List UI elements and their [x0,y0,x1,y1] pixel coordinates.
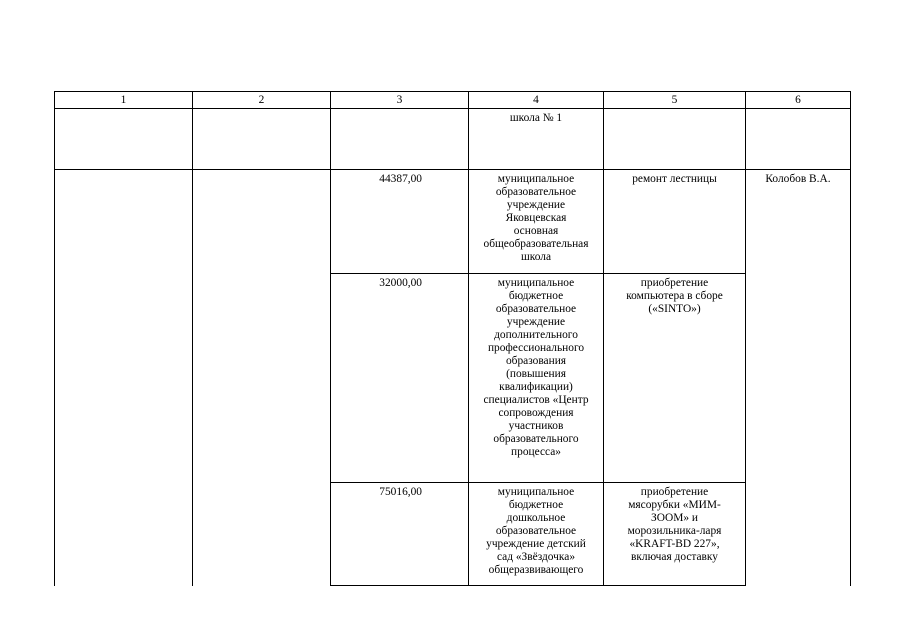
cell-empty [746,109,851,170]
cell-empty [55,109,193,170]
purpose-cell: приобретение мясорубки «МИМ- ЗООМ» и морозильника-ларя «KRAFT-BD 227», включая доставку [604,483,746,586]
cell-empty [55,170,193,586]
institution-cell: школа № 1 [469,109,604,170]
institution-cell: муниципальное бюджетное образовательное учреждение дополнительного профессионального образования (повышения квалификации) специалистов «Центр сопровождения участников образовательного процесса» [469,274,604,483]
column-number: 2 [193,92,331,109]
column-number: 5 [604,92,746,109]
cell-empty [193,170,331,586]
cell-empty [331,109,469,170]
column-number: 3 [331,92,469,109]
allocation-table [54,91,851,586]
cell-empty [193,109,331,170]
purpose-cell: ремонт лестницы [604,170,746,274]
column-number: 4 [469,92,604,109]
table-row [55,170,851,274]
purpose-cell: приобретение компьютера в сборе («SINTO») [604,274,746,483]
amount-cell: 75016,00 [331,483,469,586]
amount-cell: 44387,00 [331,170,469,274]
cell-empty [604,109,746,170]
column-number: 6 [746,92,851,109]
column-number: 1 [55,92,193,109]
amount-cell: 32000,00 [331,274,469,483]
responsible-person-cell: Колобов В.А. [746,170,851,586]
institution-cell: муниципальное образовательное учреждение Яковцевская основная общеобразовательная школа [469,170,604,274]
table-row [55,109,851,170]
column-number-row [55,92,851,109]
institution-cell: муниципальное бюджетное дошкольное образовательное учреждение детский сад «Звёздочка» общеразвивающего [469,483,604,586]
